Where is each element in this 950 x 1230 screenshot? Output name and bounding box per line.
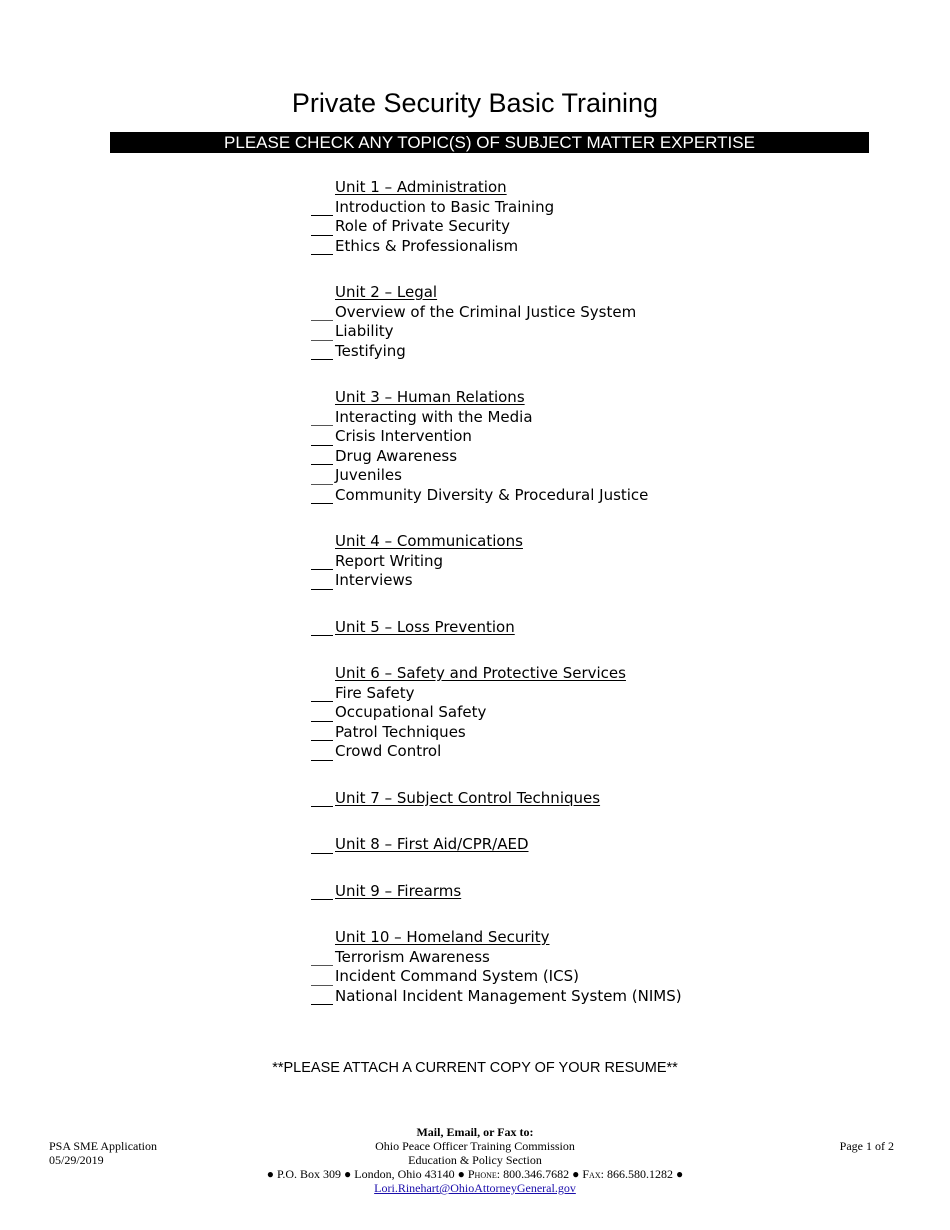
- unit-heading-row: [311, 789, 811, 809]
- unit-heading: Unit 8 – First Aid/CPR/AED: [335, 835, 529, 853]
- bullet-icon: ●: [572, 1167, 580, 1181]
- unit-section: [311, 618, 811, 638]
- topic-label: Report Writing: [335, 551, 444, 570]
- unit-heading: Unit 1 – Administration: [335, 178, 507, 196]
- topic-label: Crowd Control: [335, 742, 442, 760]
- checkbox-blank[interactable]: [311, 445, 333, 446]
- unit-heading: Unit 3 – Human Relations: [335, 388, 525, 406]
- unit-section: [311, 835, 811, 855]
- topic-label: Juveniles: [335, 466, 402, 484]
- topic-label: Occupational Safety: [335, 703, 487, 721]
- email-link[interactable]: Lori.Rinehart@OhioAttorneyGeneral.gov: [374, 1181, 576, 1195]
- checkbox-blank[interactable]: [311, 503, 333, 504]
- topic-label: Terrorism Awareness: [335, 947, 490, 966]
- unit-heading-row: [311, 835, 811, 855]
- form-date: 05/29/2019: [49, 1153, 104, 1167]
- unit-list: [311, 178, 811, 1033]
- checkbox-blank[interactable]: [311, 965, 333, 966]
- topic-label: Overview of the Criminal Justice System: [335, 302, 637, 321]
- unit-heading: Unit 6 – Safety and Protective Services: [335, 664, 626, 682]
- section-name: Education & Policy Section: [408, 1153, 542, 1167]
- contact-line: [0, 1167, 950, 1181]
- topic-label: Incident Command System (ICS): [335, 967, 579, 985]
- checkbox-blank[interactable]: [311, 484, 333, 485]
- topic-row: [311, 723, 811, 743]
- checkbox-blank[interactable]: [311, 806, 333, 807]
- topic-label: Drug Awareness: [335, 446, 458, 465]
- unit-heading-row: [311, 178, 811, 198]
- unit-heading-row: [311, 532, 811, 552]
- topic-label: Liability: [335, 322, 394, 340]
- checkbox-blank[interactable]: [311, 320, 333, 321]
- phone-label: Phone: [467, 1167, 497, 1181]
- topic-row: [311, 684, 811, 704]
- topic-row: [311, 447, 811, 467]
- topic-row: [311, 703, 811, 723]
- unit-heading-row: [311, 388, 811, 408]
- unit-heading: Unit 9 – Firearms: [335, 881, 462, 900]
- topic-row: [311, 198, 811, 218]
- topic-row: [311, 742, 811, 762]
- page-number: Page 1 of 2: [839, 1139, 894, 1153]
- checkbox-blank[interactable]: [311, 635, 333, 636]
- unit-heading: Unit 5 – Loss Prevention: [335, 617, 515, 636]
- topic-label: Testifying: [335, 341, 406, 360]
- checkbox-blank[interactable]: [311, 760, 333, 761]
- address: P.O. Box 309 ● London, Ohio 43140: [277, 1167, 455, 1181]
- topic-label: Community Diversity & Procedural Justice: [335, 485, 649, 504]
- page-title: Private Security Basic Training: [291, 88, 659, 118]
- topic-row: [311, 466, 811, 486]
- unit-section: [311, 882, 811, 902]
- checkbox-blank[interactable]: [311, 740, 333, 741]
- instruction-banner: PLEASE CHECK ANY TOPIC(S) OF SUBJECT MATTER EXPERTISE: [110, 132, 869, 153]
- unit-heading: Unit 7 – Subject Control Techniques: [335, 788, 601, 807]
- unit-section: [311, 789, 811, 809]
- topic-label: Patrol Techniques: [335, 722, 466, 741]
- form-name: PSA SME Application: [49, 1139, 158, 1153]
- checkbox-blank[interactable]: [311, 464, 333, 465]
- checkbox-blank[interactable]: [311, 589, 333, 590]
- unit-section: [311, 928, 811, 1006]
- unit-heading-row: [311, 928, 811, 948]
- mailing-info: [0, 1125, 950, 1195]
- unit-section: [311, 178, 811, 256]
- unit-heading-row: [311, 882, 811, 902]
- topic-label: Interacting with the Media: [335, 407, 533, 426]
- unit-heading: Unit 10 – Homeland Security: [335, 928, 550, 946]
- topic-label: Fire Safety: [335, 683, 415, 702]
- topic-label: Introduction to Basic Training: [335, 197, 555, 216]
- unit-heading-row: [311, 618, 811, 638]
- checkbox-blank[interactable]: [311, 985, 333, 986]
- topic-label: National Incident Management System (NIMS): [335, 986, 682, 1005]
- unit-section: [311, 283, 811, 361]
- topic-row: [311, 322, 811, 342]
- topic-row: [311, 427, 811, 447]
- checkbox-blank[interactable]: [311, 425, 333, 426]
- topic-row: [311, 948, 811, 968]
- organization: Ohio Peace Officer Training Commission: [375, 1139, 575, 1153]
- mail-heading: Mail, Email, or Fax to:: [416, 1125, 534, 1139]
- unit-heading-row: [311, 283, 811, 303]
- phone-number: : 800.346.7682: [496, 1167, 570, 1181]
- checkbox-blank[interactable]: [311, 215, 333, 216]
- unit-section: [311, 388, 811, 505]
- checkbox-blank[interactable]: [311, 569, 333, 570]
- checkbox-blank[interactable]: [311, 853, 333, 854]
- topic-row: [311, 552, 811, 572]
- topic-row: [311, 486, 811, 506]
- unit-section: [311, 664, 811, 762]
- topic-row: [311, 237, 811, 257]
- checkbox-blank[interactable]: [311, 721, 333, 722]
- bullet-icon: ●: [457, 1167, 465, 1181]
- topic-label: Interviews: [335, 571, 413, 589]
- unit-heading: Unit 2 – Legal: [335, 283, 438, 301]
- checkbox-blank[interactable]: [311, 254, 333, 255]
- unit-heading-row: [311, 664, 811, 684]
- topic-row: [311, 408, 811, 428]
- bullet-icon: ●: [675, 1167, 684, 1181]
- topic-row: [311, 303, 811, 323]
- unit-section: [311, 532, 811, 591]
- topic-label: Crisis Intervention: [335, 427, 472, 445]
- unit-heading: Unit 4 – Communications: [335, 532, 523, 550]
- resume-note: **PLEASE ATTACH A CURRENT COPY OF YOUR RESUME**: [272, 1060, 678, 1076]
- checkbox-blank[interactable]: [311, 235, 333, 236]
- checkbox-blank[interactable]: [311, 359, 333, 360]
- fax-number: : 866.580.1282: [600, 1167, 673, 1181]
- topic-row: [311, 217, 811, 237]
- topic-row: [311, 571, 811, 591]
- fax-label: Fax: [582, 1167, 601, 1181]
- topic-row: [311, 967, 811, 987]
- bullet-icon: ●: [266, 1167, 275, 1181]
- checkbox-blank[interactable]: [311, 899, 333, 900]
- topic-label: Role of Private Security: [335, 217, 510, 235]
- topic-label: Ethics & Professionalism: [335, 236, 519, 255]
- checkbox-blank[interactable]: [311, 701, 333, 702]
- topic-row: [311, 987, 811, 1007]
- topic-row: [311, 342, 811, 362]
- checkbox-blank[interactable]: [311, 1004, 333, 1005]
- checkbox-blank[interactable]: [311, 340, 333, 341]
